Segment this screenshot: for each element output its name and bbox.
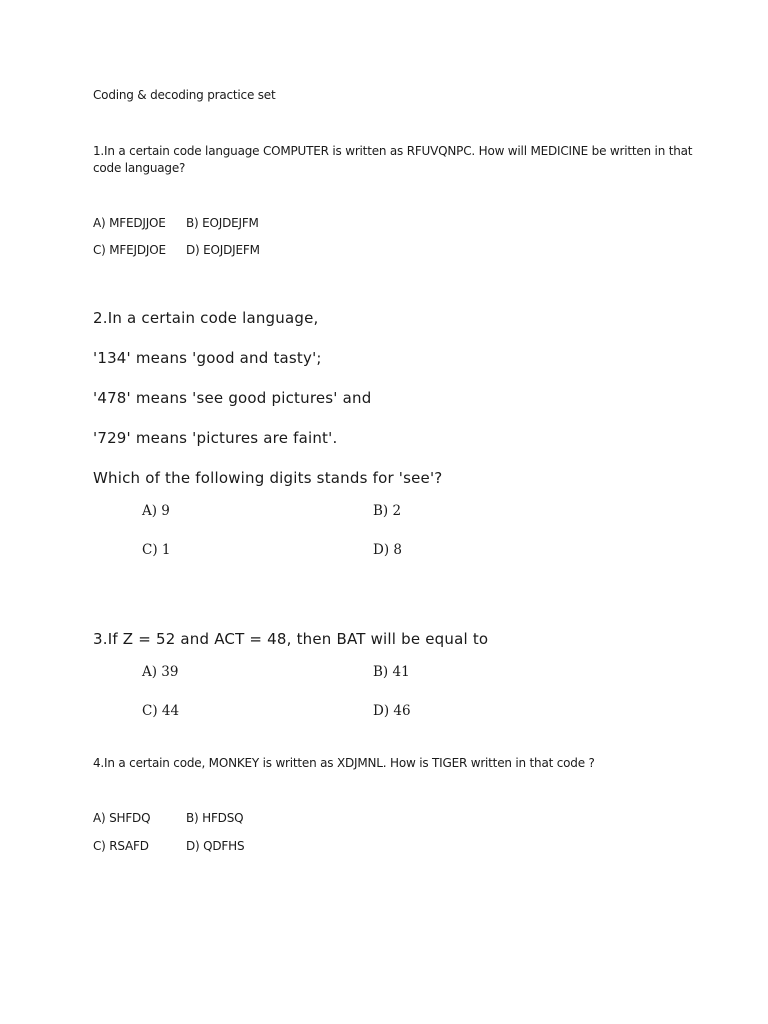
question-2-line-5: Which of the following digits stands for 'see'? (93, 469, 443, 487)
q4-option-b: B) HFDSQ (186, 811, 244, 825)
q3-option-a: A) 39 (142, 664, 179, 680)
q2-option-d: D) 8 (373, 542, 402, 558)
question-2-line-2: '134' means 'good and tasty'; (93, 349, 322, 367)
question-3-text: 3.If Z = 52 and ACT = 48, then BAT will be equal to (93, 630, 489, 648)
question-2-line-3: '478' means 'see good pictures' and (93, 389, 372, 407)
q3-option-b: B) 41 (373, 664, 410, 680)
q3-option-d: D) 46 (373, 703, 411, 719)
q4-option-c: C) RSAFD (93, 839, 149, 853)
question-1-text: 1.In a certain code language COMPUTER is written as RFUVQNPC. How will MEDICINE be written in that code language? (93, 144, 693, 175)
q1-option-c: C) MFEJDJOE (93, 243, 166, 257)
q4-option-d: D) QDFHS (186, 839, 245, 853)
document-title: Coding & decoding practice set (93, 88, 276, 102)
q1-option-a: A) MFEDJJOE (93, 216, 166, 230)
q2-option-c: C) 1 (142, 542, 171, 558)
question-2-line-1: 2.In a certain code language, (93, 309, 319, 327)
q2-option-a: A) 9 (142, 503, 170, 519)
question-4-text: 4.In a certain code, MONKEY is written as XDJMNL. How is TIGER written in that code ? (93, 756, 595, 770)
q3-option-c: C) 44 (142, 703, 180, 719)
q1-option-d: D) EOJDJEFM (186, 243, 260, 257)
q2-option-b: B) 2 (373, 503, 402, 519)
question-2-line-4: '729' means 'pictures are faint'. (93, 429, 338, 447)
q4-option-a: A) SHFDQ (93, 811, 151, 825)
q1-option-b: B) EOJDEJFM (186, 216, 259, 230)
